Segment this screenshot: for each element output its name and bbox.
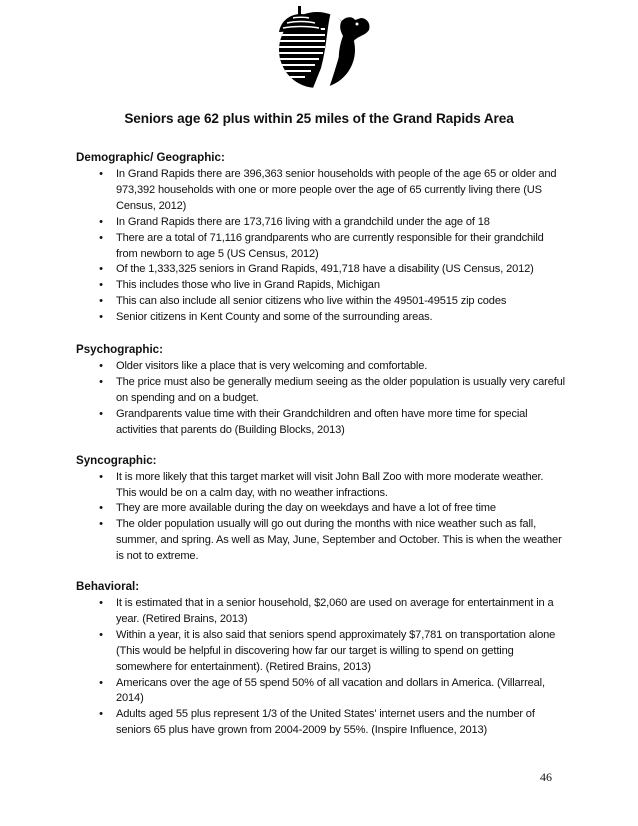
section-heading: Psychographic: [76, 343, 163, 357]
bullet-icon: • [99, 470, 103, 483]
bullet-icon: • [99, 502, 103, 515]
bullet-icon: • [99, 263, 103, 276]
list-item [76, 278, 566, 294]
bullet-icon: • [99, 279, 103, 292]
bullet-list [76, 167, 566, 326]
list-item-text: Americans over the age of 55 spend 50% of all vacation and dollars in America. (Villarreal, 2014) [116, 676, 545, 705]
bullet-icon: • [99, 375, 103, 388]
list-item-text: The price must also be generally medium seeing as the older population is usually very careful on spending and on a budget. [116, 375, 565, 404]
bullet-icon: • [99, 360, 103, 373]
list-item-text: Within a year, it is also said that seniors spend approximately $7,781 on transportation alone (This would be helpful in discovering how far our target is willing to spend on getting somewhere for entertainment). (Retired Brains, 2013) [116, 628, 556, 673]
list-item-text: This includes those who live in Grand Rapids, Michigan [116, 279, 380, 292]
bullet-icon: • [99, 231, 103, 244]
page-number: 46 [540, 770, 552, 784]
bullet-list [76, 359, 566, 439]
section-heading: Behavioral: [76, 580, 140, 594]
list-item [76, 470, 566, 502]
bullet-list [76, 470, 566, 565]
list-item-text: This can also include all senior citizens who live within the 49501-49515 zip codes [116, 295, 507, 308]
list-item [76, 294, 566, 310]
bullet-icon: • [99, 215, 103, 228]
section-heading: Demographic/ Geographic: [76, 151, 225, 164]
list-item [76, 676, 566, 708]
list-item [76, 262, 566, 278]
section-behavioral [76, 579, 566, 739]
list-item-text: It is estimated that in a senior household, $2,060 are used on average for entertainment in a year. (Retired Brains, 2013) [116, 597, 554, 625]
list-item [76, 707, 566, 739]
list-item-text: The older population usually will go out during the months with nice weather such as fall, summer, and spring. As well as May, June, September and October. This is when the weather is not to extreme. [116, 518, 562, 563]
section-psychographic [76, 342, 566, 439]
bullet-icon: • [99, 407, 103, 420]
list-item-text: Grandparents value time with their Grandchildren and often have more time for special activities that parents do (Building Blocks, 2013) [116, 407, 528, 436]
bullet-icon: • [99, 628, 103, 641]
list-item [76, 596, 566, 628]
list-item-text: Of the 1,333,325 seniors in Grand Rapids, 491,718 have a disability (US Census, 2012) [116, 263, 534, 276]
section-syncographic [76, 453, 566, 565]
list-item [76, 359, 566, 375]
list-item [76, 628, 566, 676]
section-heading: Syncographic: [76, 453, 157, 467]
list-item [76, 501, 566, 517]
list-item [76, 215, 566, 231]
list-item-text: Senior citizens in Kent County and some of the surrounding areas. [116, 311, 433, 324]
bullet-icon: • [99, 597, 103, 610]
list-item-text: Adults aged 55 plus represent 1/3 of the United States' internet users and the number of seniors 65 plus have grown from 2004-2009 by 55%. (Inspire Influence, 2013) [116, 708, 535, 737]
list-item [76, 231, 566, 263]
list-item [76, 310, 566, 326]
section-demographic [76, 150, 566, 326]
bullet-icon: • [99, 311, 103, 324]
document-body [76, 150, 566, 753]
bullet-icon: • [99, 295, 103, 308]
bullet-icon: • [99, 676, 103, 689]
list-item-text: In Grand Rapids there are 173,716 living with a grandchild under the age of 18 [116, 215, 490, 228]
list-item [76, 517, 566, 565]
list-item [76, 375, 566, 407]
bullet-list [76, 596, 566, 739]
list-item-text: It is more likely that this target market will visit John Ball Zoo with more moderate weather. This would be on a calm day, with no weather infractions. [116, 470, 544, 499]
list-item [76, 407, 566, 439]
list-item-text: They are more available during the day on weekdays and have a lot of free time [116, 502, 496, 515]
bullet-icon: • [99, 168, 103, 180]
list-item-text: There are a total of 71,116 grandparents who are currently responsible for their grandchild from newborn to age 5 (US Census, 2012) [116, 231, 544, 260]
list-item-text: In Grand Rapids there are 396,363 senior households with people of the age 65 or older and 973,392 households with one or more people over the age of 65 currently living there (US Census, 2012) [116, 168, 557, 212]
bullet-icon: • [99, 518, 103, 531]
list-item [76, 167, 566, 215]
list-item-text: Older visitors like a place that is very welcoming and comfortable. [116, 360, 428, 373]
zoo-logo-icon [257, 6, 379, 88]
document-title: Seniors age 62 plus within 25 miles of the Grand Rapids Area [124, 111, 514, 126]
bullet-icon: • [99, 708, 103, 721]
